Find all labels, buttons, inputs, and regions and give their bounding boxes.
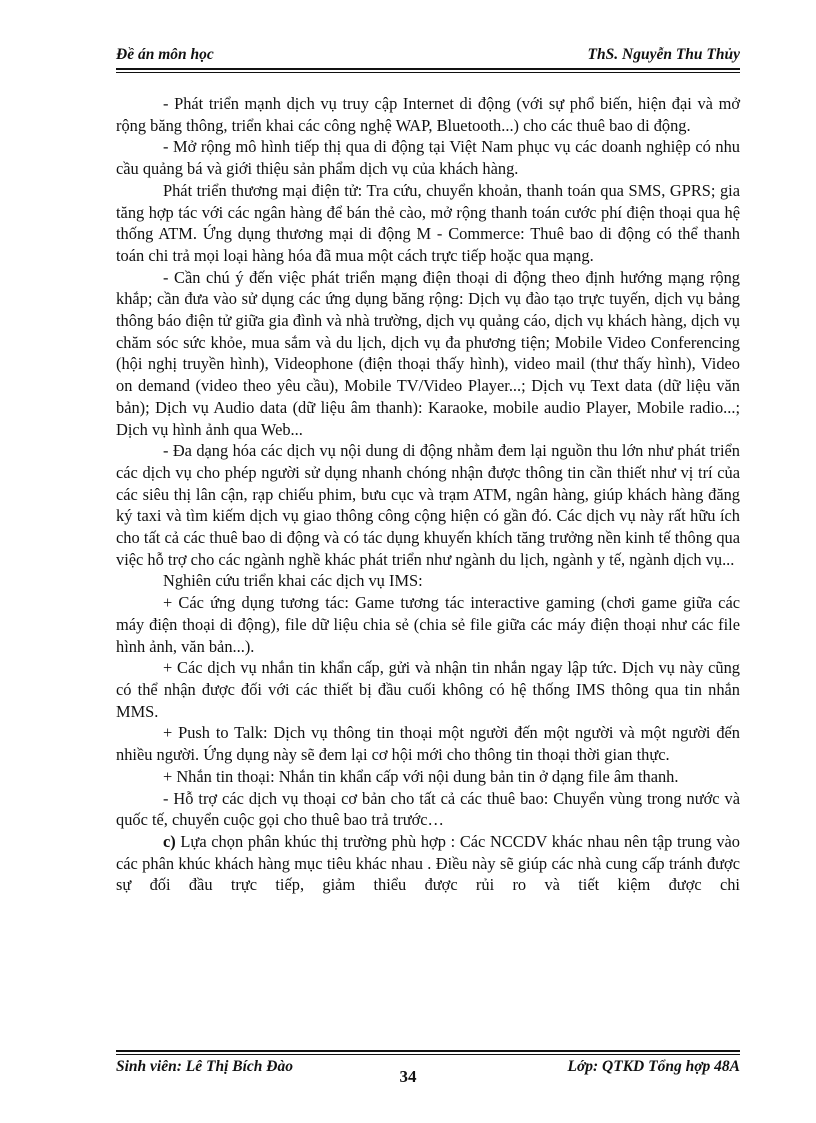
paragraph: - Đa dạng hóa các dịch vụ nội dung di động nhằm đem lại nguồn thu lớn như phát triển các dịch vụ cho phép người sử dụng nhanh chóng nhận được thông tin cần thiết như vị trí của các siêu thị lân cận, rạp chiếu phim, bưu cục và trạm ATM, ngân hàng, giúp khách hàng đăng ký taxi và tìm kiếm dịch vụ giao thông công cộng hiện có gần đó. Các dịch vụ này rất hữu ích cho tất cả các thuê bao di động và có tác dụng khuyến khích tăng trưởng nền kinh tế thông qua việc hỗ trợ cho các ngành nghề khác phát triển như ngành du lịch, ngành y tế, ngành dịch vụ... <box>116 441 740 569</box>
footer-class-name: Lớp: QTKD Tổng hợp 48A <box>567 1058 740 1075</box>
paragraph: - Hỗ trợ các dịch vụ thoại cơ bản cho tất cả các thuê bao: Chuyển vùng trong nước và quốc tế, chuyển cuộc gọi cho thuê bao trả trước… <box>116 788 740 830</box>
paragraph-market-segment <box>116 831 740 896</box>
page-number: 34 <box>399 1067 417 1086</box>
footer-rule-thick <box>116 1050 740 1052</box>
paragraph: Phát triển thương mại điện tử: Tra cứu, chuyển khoản, thanh toán qua SMS, GPRS; gia tăng hợp tác với các ngân hàng để bán thẻ cào, mở rộng thanh toán cước phí điện thoại qua hệ thống ATM. Ứng dụng thương mại di động M - Commerce: Thuê bao di động có thể thanh toán chi trả mọi loại hàng hóa đã mua một cách trực tiếp hoặc qua mạng. <box>116 180 740 265</box>
paragraph: + Các dịch vụ nhắn tin khẩn cấp, gửi và nhận tin nhắn ngay lập tức. Dịch vụ này cũng có thể nhận được đối với các thiết bị đầu cuối không có hệ thống IMS thông qua tin nhắn MMS. <box>116 658 740 721</box>
header-rule-thin <box>116 72 740 73</box>
paragraph: - Phát triển mạnh dịch vụ truy cập Internet di động (với sự phổ biến, hiện đại và mở rộng băng thông, triển khai các công nghệ WAP, Bluetooth...) cho các thuê bao di động. <box>116 94 740 135</box>
paragraph: + Các ứng dụng tương tác: Game tương tác interactive gaming (chơi game giữa các máy điện thoại di động), file dữ liệu chia sẻ (chia sẻ file giữa các máy điện thoại như các file hình ảnh, văn bản...). <box>116 593 740 656</box>
header-rule-thick <box>116 68 740 70</box>
paragraph: - Cần chú ý đến việc phát triển mạng điện thoại di động theo định hướng mạng rộng khắp; cần đưa vào sử dụng các ứng dụng băng rộng: Dịch vụ đào tạo trực tuyến, dịch vụ bảng thông báo điện tử giữa gia đình và nhà trường, dịch vụ quảng cáo, dịch vụ khách hàng, dịch vụ chăm sóc sức khỏe, mua sắm và du lịch, dịch vụ đa phương tiện; Mobile Video Conferencing (hội nghị truyền hình), Videophone (điện thoại thấy hình), video mail (thư thấy hình), Video on demand (video theo yêu cầu), Mobile TV/Video Player...; Dịch vụ Text data (dữ liệu văn bản); Dịch vụ Audio data (dữ liệu âm thanh): Karaoke, mobile audio Player, Mobile radio...; Dịch vụ hình ảnh qua Web... <box>116 267 740 439</box>
paragraph-label: c) <box>163 831 176 851</box>
document-body <box>116 93 740 896</box>
header-course-title: Đề án môn học <box>116 46 214 63</box>
paragraph: + Push to Talk: Dịch vụ thông tin thoại một người đến một người và một người đến nhiều người. Ứng dụng này sẽ đem lại cơ hội mới cho thông tin thoại thời gian thực. <box>116 723 740 765</box>
header-instructor-name: ThS. Nguyễn Thu Thủy <box>587 46 740 63</box>
footer-rule-thin <box>116 1054 740 1055</box>
paragraph: Nghiên cứu triển khai các dịch vụ IMS: <box>163 571 423 591</box>
paragraph: + Nhắn tin thoại: Nhắn tin khẩn cấp với nội dung bản tin ở dạng file âm thanh. <box>163 766 679 786</box>
footer-student-name: Sinh viên: Lê Thị Bích Đào <box>116 1058 293 1075</box>
paragraph: - Mở rộng mô hình tiếp thị qua di động tại Việt Nam phục vụ các doanh nghiệp có nhu cầu quảng bá và giới thiệu sản phẩm dịch vụ của khách hàng. <box>116 137 740 179</box>
paragraph-text: Lựa chọn phân khúc thị trường phù hợp : Các NCCDV khác nhau nên tập trung vào các phân khúc khách hàng mục tiêu khác nhau . Điều này sẽ giúp các nhà cung cấp tránh được sự đối đầu trực tiếp, giảm thiểu được rủi ro và tiết kiệm được chi <box>116 831 740 895</box>
